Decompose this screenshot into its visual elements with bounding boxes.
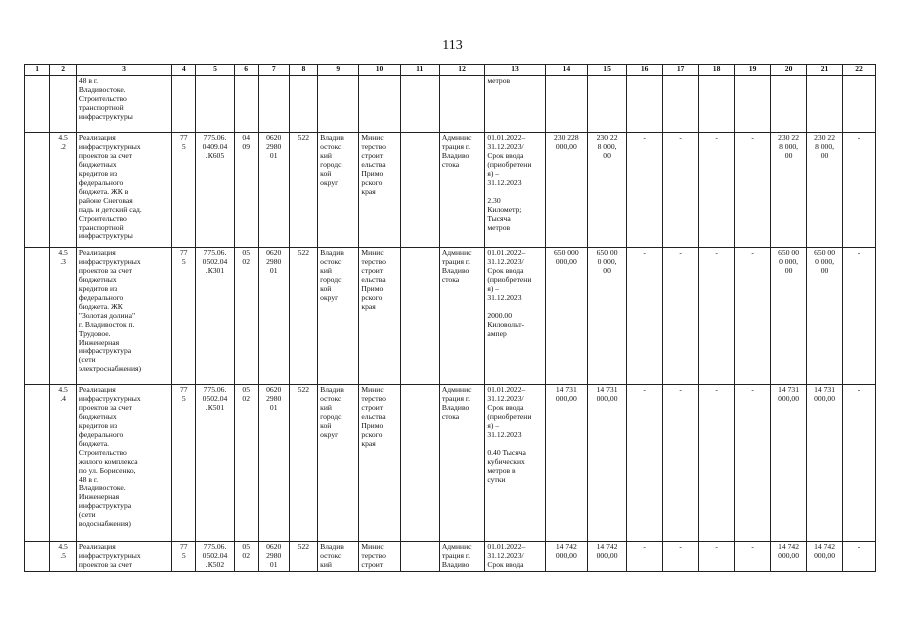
column-header: 21 (807, 65, 843, 76)
table-cell: 522 (289, 133, 318, 248)
column-header: 15 (587, 65, 626, 76)
column-header: 17 (663, 65, 699, 76)
table-cell: Владив остокс кий (318, 542, 359, 572)
table-cell: - (627, 385, 663, 542)
page-number: 113 (442, 38, 463, 53)
column-header: 9 (318, 65, 359, 76)
table-cell (400, 133, 439, 248)
table-cell: 4.5 .3 (50, 248, 76, 385)
table-cell: - (663, 385, 699, 542)
table-cell: Владив остокс кий городс кой округ (318, 248, 359, 385)
table-cell: - (699, 248, 735, 385)
table-cell: 01.01.2022– 31.12.2023/ Срок ввода (приобретени я) – 31.12.2023 2000.00 Киловольт- ампер (485, 248, 545, 385)
table-cell: - (663, 133, 699, 248)
table-cell: 230 22 8 000, 00 (587, 133, 626, 248)
column-header: 13 (485, 65, 545, 76)
table-cell: - (843, 385, 876, 542)
table-cell: - (627, 248, 663, 385)
table-cell: 48 в г. Владивостоке. Строительство транспортной инфраструктуры (76, 76, 171, 133)
table-cell: Владив остокс кий городс кой округ (318, 133, 359, 248)
table-cell: - (699, 542, 735, 572)
table-cell: Админис трация г. Владиво (439, 542, 485, 572)
table-cell: 14 731 000,00 (807, 385, 843, 542)
table-cell (400, 385, 439, 542)
table-cell: 4.5 .2 (50, 133, 76, 248)
column-header: 20 (771, 65, 807, 76)
table-cell: 650 00 0 000, 00 (807, 248, 843, 385)
table-cell: 230 22 8 000, 00 (771, 133, 807, 248)
table-cell: Владив остокс кий городс кой округ (318, 385, 359, 542)
table-cell: Минис терство строит ельства Примо рского края (359, 248, 400, 385)
table-cell: Реализация инфраструктурных проектов за счет бюджетных кредитов из федерального бюджета. ЖК в районе Снеговая падь и детский сад. Строительство транспортной инфраструктуры (76, 133, 171, 248)
table-cell: 0620 2980 01 (258, 385, 289, 542)
table-cell: - (699, 133, 735, 248)
table-cell: 14 731 000,00 (587, 385, 626, 542)
table-cell: 522 (289, 248, 318, 385)
table-cell: Реализация инфраструктурных проектов за счет бюджетных кредитов из федерального бюджета. Строительство жилого комплекса по ул. Борисенко, 48 в г. Владивостоке. Инженерная инфраструктура (сети водоснабжения) (76, 385, 171, 542)
table-cell: 775.06. 0502.04 .К301 (196, 248, 234, 385)
table-cell: 01.01.2022– 31.12.2023/ Срок ввода (приобретени я) – 31.12.2023 0.40 Тысяча кубических метров в сутки (485, 385, 545, 542)
table-cell: Минис терство строит ельства Примо рского края (359, 385, 400, 542)
table-cell: 14 731 000,00 (545, 385, 587, 542)
table-cell: 77 5 (172, 133, 196, 248)
table-cell: Реализация инфраструктурных проектов за счет бюджетных кредитов из федерального бюджета. ЖК "Золотая долина" г. Владивосток п. Трудовое. Инженерная инфраструктура (сети электроснабжения) (76, 248, 171, 385)
table-cell: - (663, 248, 699, 385)
table-row (25, 248, 876, 385)
column-header: 2 (50, 65, 76, 76)
column-header: 7 (258, 65, 289, 76)
table-cell: 650 000 000,00 (545, 248, 587, 385)
table-cell: 77 5 (172, 385, 196, 542)
table-cell: - (843, 542, 876, 572)
table-cell: 522 (289, 542, 318, 572)
table-cell: 650 00 0 000, 00 (587, 248, 626, 385)
table-cell: - (735, 542, 771, 572)
table-cell: Админис трация г. Владиво стока (439, 248, 485, 385)
table-cell: 01.01.2022– 31.12.2023/ Срок ввода (приобретени я) – 31.12.2023 2.30 Километр; Тысяча метров (485, 133, 545, 248)
column-header: 12 (439, 65, 485, 76)
table-row (25, 385, 876, 542)
table-cell: Админис трация г. Владиво стока (439, 385, 485, 542)
table-cell: Минис терство строит (359, 542, 400, 572)
column-header: 16 (627, 65, 663, 76)
column-header: 1 (25, 65, 50, 76)
table-cell: Реализация инфраструктурных проектов за счет (76, 542, 171, 572)
table-cell: 01.01.2022– 31.12.2023/ Срок ввода (485, 542, 545, 572)
table-cell: 775.06. 0502.04 .К501 (196, 385, 234, 542)
table-cell: 0620 2980 01 (258, 248, 289, 385)
table-cell: - (735, 133, 771, 248)
column-header: 14 (545, 65, 587, 76)
data-table (24, 64, 876, 572)
column-header: 8 (289, 65, 318, 76)
table-cell: 0620 2980 01 (258, 542, 289, 572)
header-row (25, 65, 876, 76)
table-cell: 14 742 000,00 (807, 542, 843, 572)
table-cell: 14 742 000,00 (587, 542, 626, 572)
table-cell: 4.5 .4 (50, 385, 76, 542)
column-header: 19 (735, 65, 771, 76)
table-row (25, 542, 876, 572)
table-cell: Админис трация г. Владиво стока (439, 133, 485, 248)
table-cell: Минис терство строит ельства Примо рского края (359, 133, 400, 248)
table-cell: 230 228 000,00 (545, 133, 587, 248)
table-cell: 14 742 000,00 (771, 542, 807, 572)
column-header: 22 (843, 65, 876, 76)
table-cell: 14 731 000,00 (771, 385, 807, 542)
table-cell: 0620 2980 01 (258, 133, 289, 248)
column-header: 4 (172, 65, 196, 76)
table-cell: 522 (289, 385, 318, 542)
table-cell: - (663, 542, 699, 572)
column-header: 11 (400, 65, 439, 76)
column-header: 3 (76, 65, 171, 76)
table-cell: 04 09 (234, 133, 258, 248)
table-cell: - (843, 248, 876, 385)
table-cell: - (843, 133, 876, 248)
column-header: 5 (196, 65, 234, 76)
table-cell (400, 248, 439, 385)
table-cell: - (735, 385, 771, 542)
table-row (25, 76, 876, 133)
table-cell: 4.5 .5 (50, 542, 76, 572)
table-cell (400, 542, 439, 572)
table-cell: метров (485, 76, 545, 133)
table-cell: 230 22 8 000, 00 (807, 133, 843, 248)
table-cell: - (699, 385, 735, 542)
table-cell: 775.06. 0502.04 .К502 (196, 542, 234, 572)
table-cell: 77 5 (172, 248, 196, 385)
table-cell: 05 02 (234, 385, 258, 542)
table-cell: 77 5 (172, 542, 196, 572)
table-cell: 775.06. 0409.04 .К605 (196, 133, 234, 248)
column-header: 18 (699, 65, 735, 76)
table-cell: 14 742 000,00 (545, 542, 587, 572)
table-cell: - (627, 542, 663, 572)
column-header: 6 (234, 65, 258, 76)
table-cell: 650 00 0 000, 00 (771, 248, 807, 385)
table-cell: - (627, 133, 663, 248)
table-row (25, 133, 876, 248)
table-cell: 05 02 (234, 248, 258, 385)
table-cell: - (735, 248, 771, 385)
table-cell: 05 02 (234, 542, 258, 572)
column-header: 10 (359, 65, 400, 76)
